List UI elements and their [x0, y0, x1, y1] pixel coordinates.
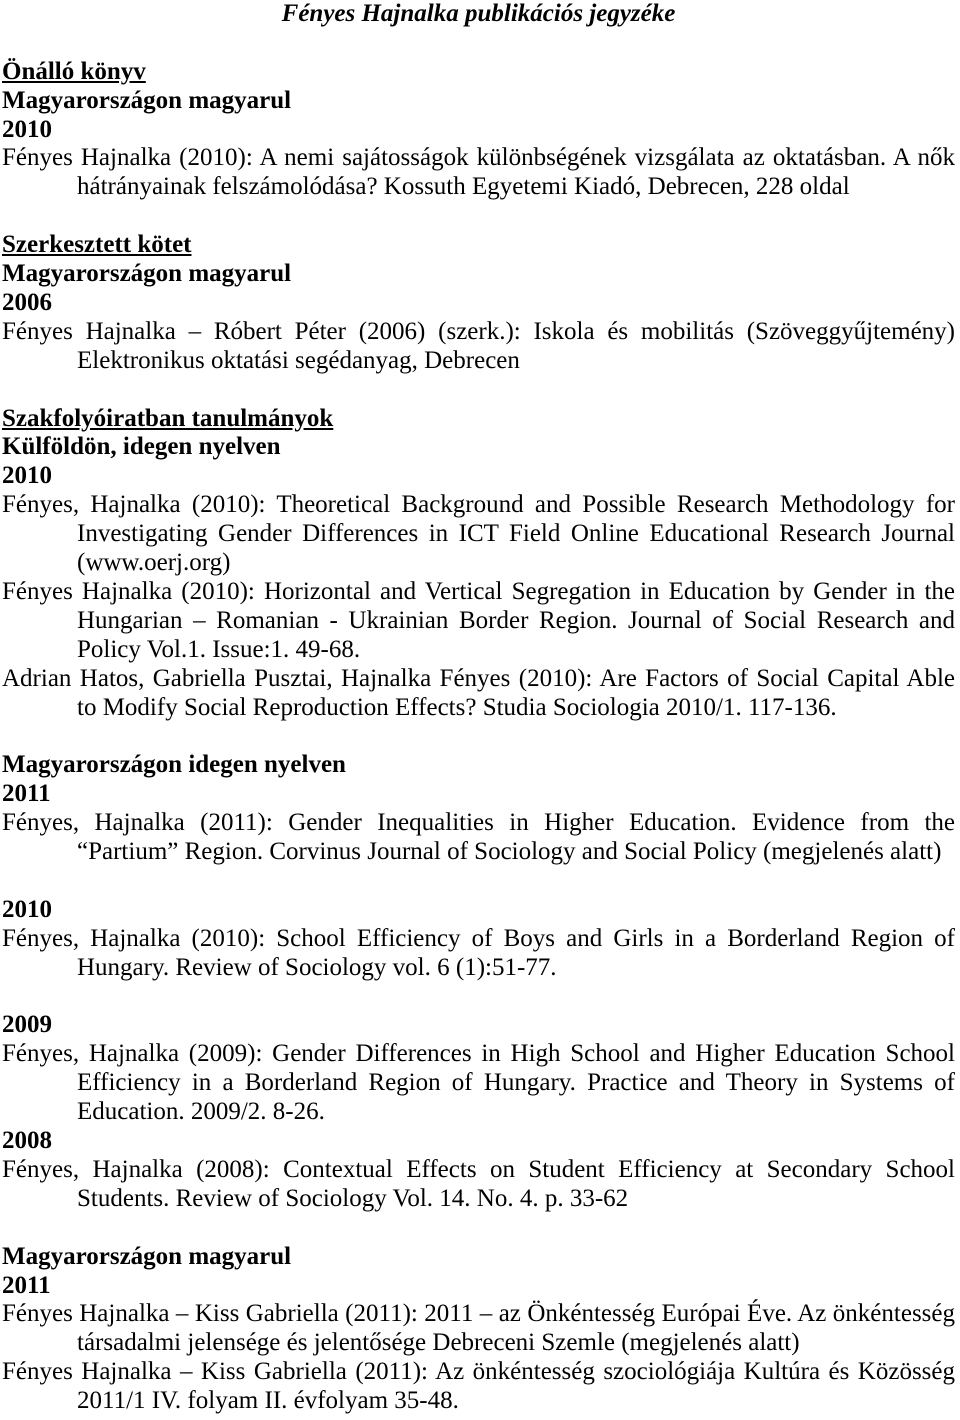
- year-heading: 2006: [2, 288, 52, 316]
- year-heading: 2011: [2, 780, 51, 808]
- year-heading: 2009: [2, 1011, 52, 1039]
- publication-entry: Fényes Hajnalka (2010): Horizontal and Vertical Segregation in Education by Gender in the Hungarian – Romanian - Ukrainian Border Region. Journal of Social Research and Policy Vol.1. Issue:1. 49-68.: [2, 577, 955, 663]
- publication-entry: Fényes, Hajnalka (2010): School Efficiency of Boys and Girls in a Borderland Region of Hungary. Review of Sociology vol. 6 (1):51-77.: [2, 924, 955, 981]
- publication-entry: Fényes Hajnalka – Róbert Péter (2006) (szerk.): Iskola és mobilitás (Szöveggyűjtemény) Elektronikus oktatási segédanyag, Debrecen: [2, 317, 955, 374]
- publication-entry: Fényes, Hajnalka (2009): Gender Differences in High School and Higher Education School Efficiency in a Borderland Region of Hungary. Practice and Theory in Systems of Education. 2009/2. 8-26.: [2, 1040, 955, 1126]
- blank-line: [2, 202, 955, 231]
- blank-line: [2, 376, 955, 405]
- subsection-heading: Magyarországon magyarul: [2, 86, 292, 114]
- publication-entry: Fényes Hajnalka – Kiss Gabriella (2011): 2011 – az Önkéntesség Európai Éve. Az önkéntesség társadalmi jelensége és jelentősége Debreceni Szemle (megjelenés alatt): [2, 1300, 955, 1357]
- section-heading: Önálló könyv: [2, 57, 146, 85]
- publication-entry: Fényes, Hajnalka (2011): Gender Inequalities in Higher Education. Evidence from the “Partium” Region. Corvinus Journal of Sociology and Social Policy (megjelenés alatt): [2, 809, 955, 866]
- blank-line: [2, 1214, 955, 1243]
- publication-entry: Adrian Hatos, Gabriella Pusztai, Hajnalka Fényes (2010): Are Factors of Social Capital Able to Modify Social Reproduction Effects? Studia Sociologia 2010/1. 117-136.: [2, 664, 955, 721]
- document-title: Fényes Hajnalka publikációs jegyzéke: [281, 0, 676, 27]
- subsection-heading: Magyarországon magyarul: [2, 1242, 292, 1270]
- section-edited-volume: [2, 231, 955, 375]
- blank-line: [2, 722, 955, 751]
- subsection-heading: Magyarországon idegen nyelven: [2, 751, 346, 779]
- section-standalone-book: [2, 58, 955, 202]
- blank-line: [2, 983, 955, 1012]
- year-heading: 2011: [2, 1271, 51, 1299]
- publication-entry: Fényes Hajnalka (2010): A nemi sajátosságok különbségének vizsgálata az oktatásban. A nők hátrányainak felszámolódása? Kossuth Egyetemi Kiadó, Debrecen, 228 oldal: [2, 144, 955, 201]
- publication-entry: Fényes, Hajnalka (2008): Contextual Effects on Student Efficiency at Secondary School Students. Review of Sociology Vol. 14. No. 4. p. 33-62: [2, 1155, 955, 1212]
- section-heading: Szerkesztett kötet: [2, 231, 192, 259]
- publication-entry: Fényes, Hajnalka (2010): Theoretical Background and Possible Research Methodology for Investigating Gender Differences in ICT Field Online Educational Research Journal (www.oerj.org): [2, 491, 955, 577]
- subsection-heading: Magyarországon magyarul: [2, 260, 292, 288]
- year-heading: 2010: [2, 895, 52, 923]
- year-heading: 2010: [2, 115, 52, 143]
- blank-line: [2, 867, 955, 896]
- subsection-heading: Külföldön, idegen nyelven: [2, 433, 281, 461]
- section-journal-articles: [2, 405, 955, 1417]
- year-heading: 2010: [2, 462, 52, 490]
- blank-line: [2, 29, 955, 58]
- section-heading: Szakfolyóiratban tanulmányok: [2, 404, 334, 432]
- year-heading: 2008: [2, 1127, 52, 1155]
- publication-entry: Fényes Hajnalka – Kiss Gabriella (2011): Az önkéntesség szociológiája Kultúra és Közösség 2011/1 IV. folyam II. évfolyam 35-48.: [2, 1358, 955, 1415]
